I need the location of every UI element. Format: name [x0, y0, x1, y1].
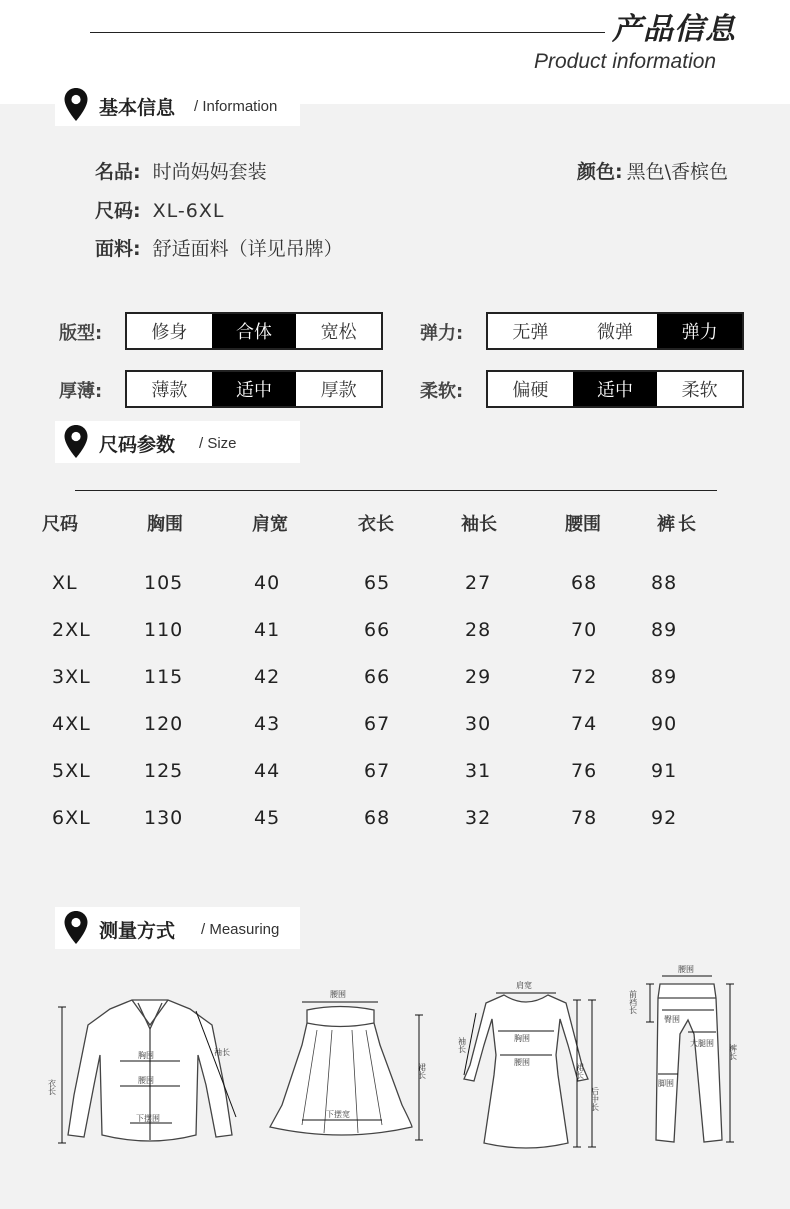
shirt-waist-label: 腰围 [138, 1076, 154, 1085]
table-cell: 90 [651, 713, 678, 735]
size-value: XL-6XL [152, 200, 225, 222]
pants-leg-opening-label: 脚围 [658, 1079, 674, 1088]
fabric-value: 舒适面料（详见吊牌） [152, 238, 343, 260]
skirt-diagram [262, 985, 432, 1145]
pants-diagram [630, 962, 748, 1150]
section-size [55, 421, 300, 463]
col-header-pants-length: 裤长 [657, 514, 699, 535]
elasticity-option-slight: 微弹 [597, 322, 633, 343]
col-header-length: 衣长 [358, 514, 394, 535]
col-header-chest: 胸围 [147, 514, 183, 535]
shirt-chest-label: 胸围 [138, 1051, 154, 1060]
section-subtitle: / Size [199, 435, 237, 452]
table-cell-size: 3XL [52, 666, 91, 688]
softness-option-soft: 柔软 [681, 380, 718, 401]
table-cell: 70 [571, 619, 598, 641]
table-cell: 76 [571, 760, 598, 782]
table-cell: 40 [254, 572, 281, 594]
table-cell: 74 [571, 713, 598, 735]
section-basic-info [55, 84, 300, 126]
location-pin-icon [63, 424, 89, 460]
section-title: 测量方式 [99, 920, 176, 942]
dress-diagram [456, 975, 606, 1155]
section-title: 基本信息 [99, 97, 176, 119]
softness-scale [486, 370, 744, 408]
table-cell: 43 [254, 713, 281, 735]
col-header-size: 尺码 [42, 514, 78, 535]
shirt-sleeve-label: 袖长 [214, 1048, 230, 1057]
header-title-en: Product information [534, 50, 717, 73]
table-rule [75, 490, 717, 491]
location-pin-icon [63, 87, 89, 123]
table-cell: 44 [254, 760, 281, 782]
name-label: 名品: [95, 161, 141, 183]
table-cell: 27 [465, 572, 492, 594]
table-cell: 30 [465, 713, 492, 735]
table-cell: 67 [364, 713, 391, 735]
header-rule [90, 32, 605, 33]
table-cell: 66 [364, 666, 391, 688]
fit-option-loose: 宽松 [320, 322, 357, 343]
col-header-shoulder: 肩宽 [252, 514, 288, 535]
table-cell: 125 [144, 760, 184, 782]
info-name-row [95, 157, 267, 184]
table-cell-size: 4XL [52, 713, 91, 735]
info-size-row [95, 196, 224, 223]
dress-chest-label: 胸围 [514, 1034, 530, 1043]
pants-waist-label: 腰围 [678, 965, 694, 974]
skirt-hem-label: 下摆宽 [326, 1110, 350, 1119]
table-cell: 72 [571, 666, 598, 688]
table-cell-size: XL [52, 572, 78, 594]
shirt-length-label: 衣长 [47, 1079, 57, 1095]
table-cell: 115 [144, 666, 184, 688]
table-cell: 105 [144, 572, 184, 594]
fit-scale [125, 312, 383, 350]
table-cell: 89 [651, 666, 678, 688]
pants-thigh-label: 大腿围 [690, 1039, 714, 1048]
table-cell: 89 [651, 619, 678, 641]
table-cell: 68 [364, 807, 391, 829]
name-value: 时尚妈妈套装 [152, 161, 267, 183]
elasticity-option-none: 无弹 [512, 322, 549, 343]
table-cell: 92 [651, 807, 678, 829]
softness-option-medium: 适中 [573, 372, 658, 406]
color-value: 黑色\香槟色 [626, 161, 729, 183]
pants-length-label: 裤长 [728, 1044, 738, 1060]
softness-option-hard: 偏硬 [512, 380, 549, 401]
section-title: 尺码参数 [99, 434, 176, 456]
table-cell: 41 [254, 619, 281, 641]
section-measuring [55, 907, 300, 949]
info-color-row [577, 157, 728, 184]
fit-option-regular: 合体 [212, 314, 297, 348]
dress-shoulder-label: 肩宽 [516, 981, 532, 990]
dress-length-label: 裙长 [575, 1063, 585, 1079]
thickness-option-thick: 厚款 [320, 380, 357, 401]
info-fabric-row [95, 234, 343, 261]
shirt-diagram [47, 995, 250, 1155]
dress-back-length-label: 后中长 [590, 1087, 600, 1111]
shirt-hem-label: 下摆围 [136, 1114, 160, 1123]
table-cell: 32 [465, 807, 492, 829]
table-cell-size: 5XL [52, 760, 91, 782]
location-pin-icon [63, 910, 89, 946]
table-cell: 45 [254, 807, 281, 829]
fit-option-slim: 修身 [151, 322, 188, 343]
table-cell: 88 [651, 572, 678, 594]
fabric-label: 面料: [95, 238, 141, 260]
thickness-option-thin: 薄款 [151, 380, 188, 401]
table-cell: 130 [144, 807, 184, 829]
table-cell: 67 [364, 760, 391, 782]
table-cell: 78 [571, 807, 598, 829]
elasticity-scale [486, 312, 744, 350]
dress-sleeve-label: 袖长 [457, 1037, 467, 1053]
table-cell: 68 [571, 572, 598, 594]
softness-label: 柔软: [420, 381, 464, 402]
pants-hip-label: 臀围 [664, 1015, 680, 1024]
dress-waist-label: 腰围 [514, 1058, 530, 1067]
table-cell: 29 [465, 666, 492, 688]
col-header-sleeve: 袖长 [461, 514, 497, 535]
table-cell: 110 [144, 619, 184, 641]
table-cell: 91 [651, 760, 678, 782]
table-cell: 120 [144, 713, 184, 735]
table-cell: 42 [254, 666, 281, 688]
table-cell: 66 [364, 619, 391, 641]
table-cell: 65 [364, 572, 391, 594]
header-title-cn: 产品信息 [612, 12, 736, 47]
size-label: 尺码: [95, 200, 141, 222]
section-subtitle: / Measuring [201, 921, 280, 938]
skirt-length-label: 裙长 [417, 1063, 427, 1079]
col-header-waist: 腰围 [565, 514, 601, 535]
elasticity-label: 弹力: [420, 323, 464, 344]
thickness-option-medium: 适中 [212, 372, 297, 406]
skirt-waist-label: 腰围 [330, 990, 346, 999]
fit-label: 版型: [59, 323, 103, 344]
elasticity-option-stretch: 弹力 [657, 314, 742, 348]
pants-front-rise-label: 前裆长 [628, 990, 638, 1014]
thickness-label: 厚薄: [59, 381, 103, 402]
table-cell: 31 [465, 760, 492, 782]
table-cell: 28 [465, 619, 492, 641]
table-cell-size: 2XL [52, 619, 91, 641]
section-subtitle: / Information [194, 98, 278, 115]
color-label: 颜色: [577, 161, 623, 183]
table-cell-size: 6XL [52, 807, 91, 829]
thickness-scale [125, 370, 383, 408]
